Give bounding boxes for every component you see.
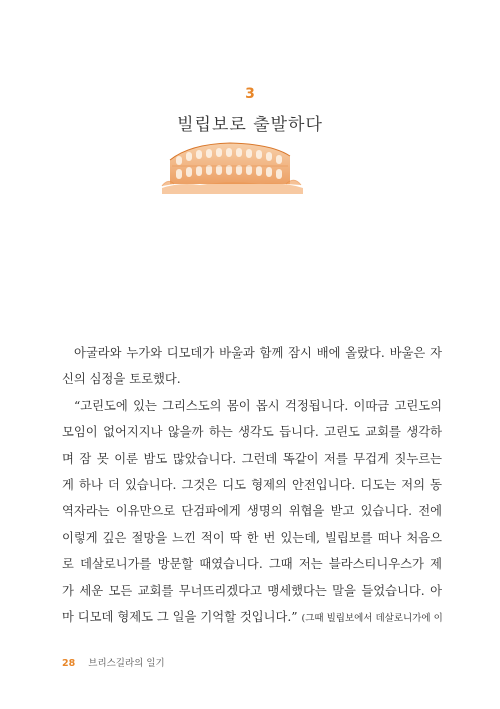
paragraph-line: 이렇게 깊은 절망을 느낀 적이 딱 한 번 있는데, 빌립보를 떠나 처음으 bbox=[62, 530, 442, 545]
page-number: 28 bbox=[62, 658, 76, 669]
paragraph-line-text: 마 디모데 형제도 그 일을 기억할 것입니다.” bbox=[62, 610, 298, 625]
paragraph-line: 로 데살로니가를 방문할 때였습니다. 그때 저는 블라스티니우스가 제 bbox=[62, 557, 442, 572]
paragraph-line bbox=[62, 604, 442, 632]
body-text bbox=[62, 340, 442, 632]
page-footer bbox=[62, 655, 165, 669]
paragraph-line: 역자라는 이유만으로 단검파에게 생명의 위협을 받고 있습니다. 전에 bbox=[62, 504, 442, 519]
paragraph-line: 가 세운 모든 교회를 무너뜨리겠다고 맹세했다는 말을 들었습니다. 아 bbox=[62, 583, 442, 598]
colosseum-ruins-icon bbox=[160, 138, 305, 194]
chapter-title: 빌립보로 출발하다 bbox=[177, 115, 323, 135]
running-title: 브리스길라의 일기 bbox=[88, 658, 165, 669]
paragraph-trailing-note: (그때 빌립보에서 데살로니가에 이 bbox=[301, 613, 443, 625]
paragraph-line: 모임이 없어지지나 않을까 하는 생각도 듭니다. 고린도 교회를 생각하 bbox=[62, 425, 442, 440]
paragraph-line: 게 하나 더 있습니다. 그것은 디도 형제의 안전입니다. 디도는 저의 동 bbox=[62, 478, 442, 493]
paragraph-line: 신의 심정을 토로했다. bbox=[62, 372, 181, 387]
paragraph-line: 며 잠 못 이룬 밤도 많았습니다. 그런데 똑같이 저를 무겁게 짓누르는 bbox=[62, 451, 442, 466]
chapter-number: 3 bbox=[245, 86, 255, 102]
paragraph-line: 아굴라와 누가와 디모데가 바울과 함께 잠시 배에 올랐다. 바울은 자 bbox=[74, 346, 442, 360]
paragraph-line: “고린도에 있는 그리스도의 몸이 몹시 걱정됩니다. 이따금 고린도의 bbox=[74, 398, 442, 413]
